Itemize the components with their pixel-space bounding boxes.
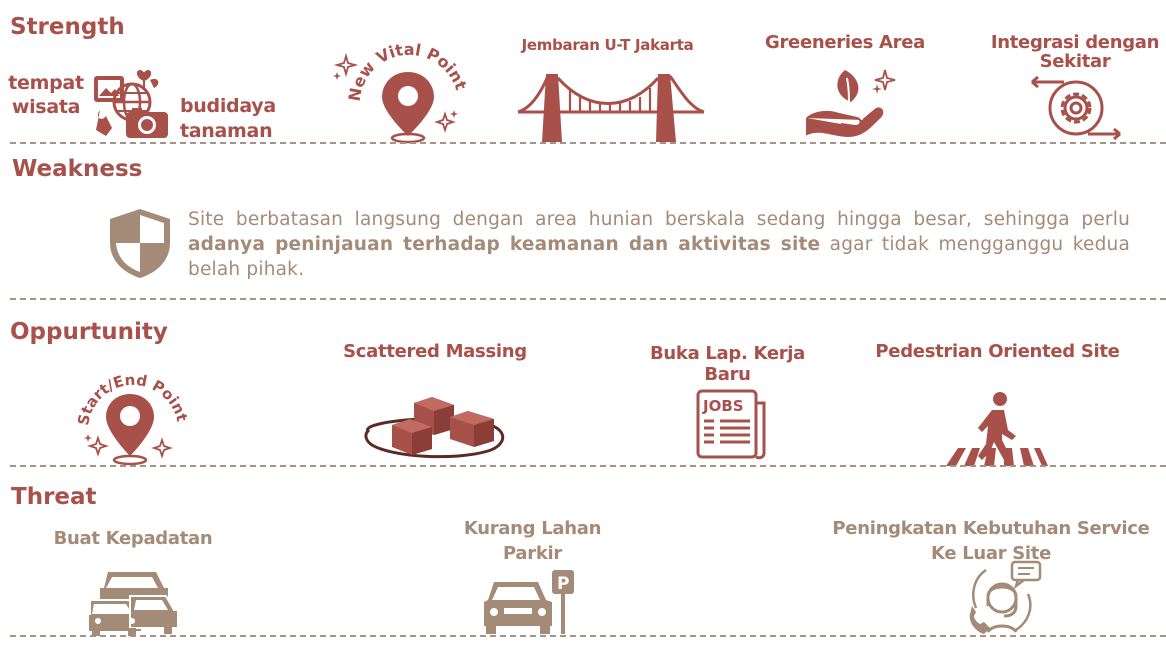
- budidaya-tanaman-label: budidaya tanaman: [180, 95, 276, 142]
- buka-lap-kerja-label: Buka Lap. Kerja Baru: [649, 343, 806, 385]
- new-vital-point-label: New Vital Point: [344, 39, 471, 103]
- divider: [10, 465, 1166, 467]
- start-end-point-label: Start/End Point: [74, 370, 192, 427]
- peningkatan-service-label: Peningkatan Kebutuhan Service Ke Luar Site: [832, 518, 1150, 564]
- jembaran-label: Jembaran U-T Jakarta: [521, 36, 694, 54]
- pedestrian-crossing-icon: [944, 390, 1050, 468]
- bridge-icon: [518, 72, 704, 144]
- parking-car-icon: [482, 568, 578, 636]
- customer-service-icon: [966, 560, 1044, 636]
- start-end-point-icon: [74, 370, 192, 468]
- tempat-wisata-label: tempat wisata: [8, 72, 84, 118]
- hand-plant-icon: [805, 66, 905, 140]
- integration-gear-icon: [1030, 74, 1124, 142]
- opportunity-heading: Oppurtunity: [10, 319, 168, 345]
- weakness-text: Site berbatasan langsung dengan area hunian berskala sedang hingga besar, sehingga perlu adanya peninjauan terhadap keamanan dan aktivitas site agar tidak mengganggu kedua belah pihak.: [188, 209, 1130, 280]
- integrasi-label: Integrasi dengan Sekitar: [990, 32, 1160, 72]
- threat-heading: Threat: [11, 484, 97, 510]
- traffic-cars-icon: [86, 566, 180, 638]
- tourism-culture-icon: [92, 66, 172, 140]
- buat-kepadatan-label: Buat Kepadatan: [53, 528, 213, 549]
- divider: [10, 142, 1166, 144]
- scattered-cubes-icon: [362, 395, 508, 461]
- pedestrian-label: Pedestrian Oriented Site: [875, 341, 1120, 362]
- jobs-text: JOBS: [703, 397, 744, 415]
- greeneries-label: Greeneries Area: [765, 32, 925, 53]
- divider: [10, 635, 1166, 637]
- parking-sign-text: P: [557, 574, 570, 594]
- jobs-newspaper-icon: [694, 389, 768, 461]
- shield-icon: [108, 207, 172, 279]
- divider: [10, 298, 1166, 300]
- new-vital-point-icon: [330, 39, 471, 145]
- kurang-lahan-parkir-label: Kurang Lahan Parkir: [463, 518, 602, 564]
- weakness-heading: Weakness: [12, 156, 143, 182]
- scattered-massing-label: Scattered Massing: [343, 341, 527, 362]
- weakness-bold-text: adanya peninjauan terhadap keamanan dan aktivitas site: [188, 234, 821, 255]
- strength-heading: Strength: [10, 14, 125, 40]
